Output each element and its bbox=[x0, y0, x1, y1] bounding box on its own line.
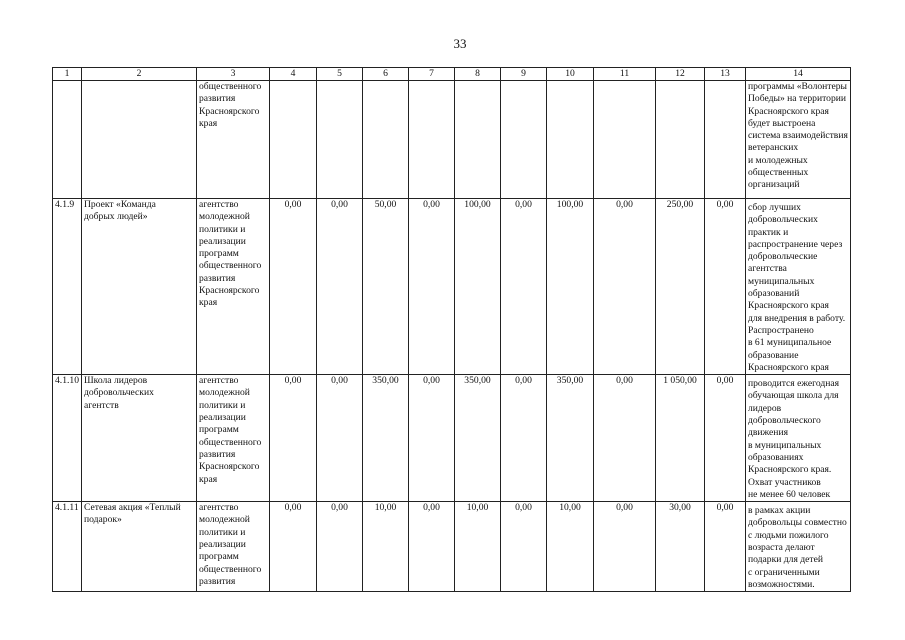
text-line: Красноярского bbox=[199, 461, 260, 473]
text-line: политики и bbox=[199, 526, 246, 538]
text-line: развития bbox=[199, 93, 236, 105]
value-cell: 0,00 bbox=[317, 199, 363, 375]
text-line: система взаимодействия bbox=[748, 130, 848, 142]
code-cell bbox=[53, 81, 82, 199]
result-cell bbox=[746, 502, 851, 592]
value-cell: 50,00 bbox=[363, 199, 409, 375]
text-line: сбор лучших bbox=[748, 202, 801, 213]
value-cell: 0,00 bbox=[409, 375, 455, 502]
text-line: развития bbox=[199, 272, 236, 284]
column-header: 4 bbox=[270, 68, 317, 81]
text-line: образований bbox=[748, 288, 800, 300]
value-cell: 350,00 bbox=[363, 375, 409, 502]
text-line: политики и bbox=[199, 223, 246, 235]
table-row bbox=[53, 375, 851, 502]
value-cell: 0,00 bbox=[409, 502, 455, 592]
text-line: с ограниченными bbox=[748, 566, 820, 578]
text-line: добровольческого bbox=[748, 415, 821, 427]
text-line: образованиях bbox=[748, 451, 804, 463]
text-line: добровольческие bbox=[748, 251, 818, 263]
text-line: Распространено bbox=[748, 324, 814, 336]
text-line: Красноярского края bbox=[748, 105, 829, 117]
text-line: с людьми пожилого bbox=[748, 529, 829, 541]
result-cell bbox=[746, 81, 851, 199]
value-cell bbox=[363, 81, 409, 199]
text-line: движения bbox=[748, 427, 788, 439]
result-cell bbox=[746, 375, 851, 502]
text-line: программ bbox=[199, 424, 239, 436]
value-cell: 0,00 bbox=[409, 199, 455, 375]
value-cell bbox=[501, 81, 547, 199]
value-cell: 100,00 bbox=[547, 199, 594, 375]
value-cell: 0,00 bbox=[705, 199, 746, 375]
value-cell: 0,00 bbox=[705, 502, 746, 592]
text-line: возможностями. bbox=[748, 578, 815, 590]
value-cell: 0,00 bbox=[594, 199, 656, 375]
text-line: молодежной bbox=[199, 211, 250, 223]
text-line: будет выстроена bbox=[748, 117, 816, 129]
value-cell: 0,00 bbox=[594, 375, 656, 502]
text-line: не менее 60 человек bbox=[748, 488, 831, 500]
text-line: Красноярского края bbox=[748, 300, 829, 312]
text-line: для внедрения в работу. bbox=[748, 312, 846, 324]
executor-cell bbox=[197, 502, 270, 592]
code-cell: 4.1.10 bbox=[53, 375, 82, 502]
value-cell bbox=[594, 81, 656, 199]
value-cell bbox=[705, 81, 746, 199]
code-cell: 4.1.11 bbox=[53, 502, 82, 592]
text-line: политики и bbox=[199, 399, 246, 411]
text-line: добровольческих bbox=[84, 387, 154, 399]
text-line: и молодежных bbox=[748, 154, 808, 166]
text-line: Школа лидеров bbox=[84, 375, 148, 387]
value-cell: 0,00 bbox=[501, 375, 547, 502]
text-line: проводится ежегодная bbox=[748, 378, 840, 390]
value-cell: 350,00 bbox=[455, 375, 501, 502]
code-cell: 4.1.9 bbox=[53, 199, 82, 375]
text-line: добровольцы совместно bbox=[748, 517, 847, 529]
value-cell bbox=[317, 81, 363, 199]
column-header: 1 bbox=[53, 68, 82, 81]
name-cell bbox=[82, 375, 197, 502]
column-header: 7 bbox=[409, 68, 455, 81]
text-line: Красноярского края. bbox=[748, 464, 832, 476]
name-cell bbox=[82, 81, 197, 199]
text-line: распространение через bbox=[748, 238, 843, 250]
text-line: края bbox=[199, 297, 218, 309]
text-line: агентств bbox=[84, 399, 119, 411]
page-number: 33 bbox=[453, 36, 467, 51]
text-line: муниципальных bbox=[748, 275, 815, 287]
value-cell: 0,00 bbox=[270, 199, 317, 375]
column-header: 3 bbox=[197, 68, 270, 81]
text-line: практик и bbox=[748, 226, 789, 238]
text-line: Охват участников bbox=[748, 476, 821, 488]
text-line: общественного bbox=[199, 436, 262, 448]
column-header: 14 bbox=[746, 68, 851, 81]
text-line: Победы» на территории bbox=[748, 93, 847, 105]
value-cell: 250,00 bbox=[656, 199, 705, 375]
text-line: в муниципальных bbox=[748, 439, 822, 451]
executor-cell bbox=[197, 81, 270, 199]
value-cell bbox=[547, 81, 594, 199]
text-line: Проект «Команда bbox=[84, 199, 156, 210]
table-row-continuation bbox=[53, 81, 851, 199]
executor-cell bbox=[197, 199, 270, 375]
text-line: подарки для детей bbox=[748, 554, 823, 566]
text-line: программы «Волонтеры bbox=[748, 81, 847, 92]
text-line: добрых людей» bbox=[84, 211, 148, 223]
column-header: 9 bbox=[501, 68, 547, 81]
text-line: края bbox=[199, 473, 218, 485]
text-line: агентства bbox=[748, 263, 787, 275]
text-line: реализации bbox=[199, 235, 246, 247]
text-line: ветеранских bbox=[748, 142, 799, 154]
text-line: программ bbox=[199, 248, 239, 260]
text-line: Сетевая акция «Теплый bbox=[84, 502, 181, 514]
value-cell: 0,00 bbox=[501, 502, 547, 592]
value-cell bbox=[656, 81, 705, 199]
text-line: добровольческих bbox=[748, 214, 818, 226]
text-line: общественных bbox=[748, 167, 809, 179]
value-cell: 0,00 bbox=[270, 375, 317, 502]
text-line: общественного bbox=[199, 563, 262, 575]
value-cell: 0,00 bbox=[270, 502, 317, 592]
value-cell bbox=[270, 81, 317, 199]
column-header: 13 bbox=[705, 68, 746, 81]
value-cell: 30,00 bbox=[656, 502, 705, 592]
text-line: подарок» bbox=[84, 514, 122, 526]
text-line: образование bbox=[748, 349, 799, 361]
header-row bbox=[53, 68, 851, 81]
text-line: края bbox=[199, 117, 218, 129]
value-cell: 0,00 bbox=[594, 502, 656, 592]
budget-table bbox=[52, 67, 851, 592]
value-cell: 0,00 bbox=[317, 502, 363, 592]
text-line: возраста делают bbox=[748, 542, 815, 554]
text-line: в рамках акции bbox=[748, 505, 811, 517]
value-cell: 350,00 bbox=[547, 375, 594, 502]
text-line: агентство bbox=[199, 199, 239, 210]
table-row bbox=[53, 502, 851, 592]
column-header: 11 bbox=[594, 68, 656, 81]
name-cell bbox=[82, 199, 197, 375]
column-header: 6 bbox=[363, 68, 409, 81]
text-line: агентство bbox=[199, 502, 239, 514]
text-line: молодежной bbox=[199, 514, 250, 526]
text-line: агентство bbox=[199, 375, 239, 387]
text-line: Красноярского bbox=[199, 105, 260, 117]
column-header: 12 bbox=[656, 68, 705, 81]
column-header: 5 bbox=[317, 68, 363, 81]
executor-cell bbox=[197, 375, 270, 502]
text-line: лидеров bbox=[748, 402, 782, 414]
text-line: программ bbox=[199, 551, 239, 563]
text-line: молодежной bbox=[199, 387, 250, 399]
value-cell: 0,00 bbox=[705, 375, 746, 502]
value-cell: 0,00 bbox=[317, 375, 363, 502]
text-line: развития bbox=[199, 575, 236, 587]
value-cell: 1 050,00 bbox=[656, 375, 705, 502]
value-cell: 10,00 bbox=[455, 502, 501, 592]
result-cell bbox=[746, 199, 851, 375]
value-cell: 0,00 bbox=[501, 199, 547, 375]
text-line: реализации bbox=[199, 412, 246, 424]
text-line: общественного bbox=[199, 260, 262, 272]
text-line: общественного bbox=[199, 81, 262, 92]
value-cell: 10,00 bbox=[547, 502, 594, 592]
name-cell bbox=[82, 502, 197, 592]
value-cell bbox=[409, 81, 455, 199]
text-line: обучающая школа для bbox=[748, 390, 839, 402]
text-line: в 61 муниципальное bbox=[748, 337, 832, 349]
column-header: 2 bbox=[82, 68, 197, 81]
value-cell: 10,00 bbox=[363, 502, 409, 592]
text-line: реализации bbox=[199, 539, 246, 551]
value-cell bbox=[455, 81, 501, 199]
text-line: Красноярского края bbox=[748, 361, 829, 373]
text-line: организаций bbox=[748, 179, 800, 191]
column-header: 10 bbox=[547, 68, 594, 81]
column-header: 8 bbox=[455, 68, 501, 81]
text-line: развития bbox=[199, 448, 236, 460]
table-row bbox=[53, 199, 851, 375]
value-cell: 100,00 bbox=[455, 199, 501, 375]
text-line: Красноярского bbox=[199, 285, 260, 297]
